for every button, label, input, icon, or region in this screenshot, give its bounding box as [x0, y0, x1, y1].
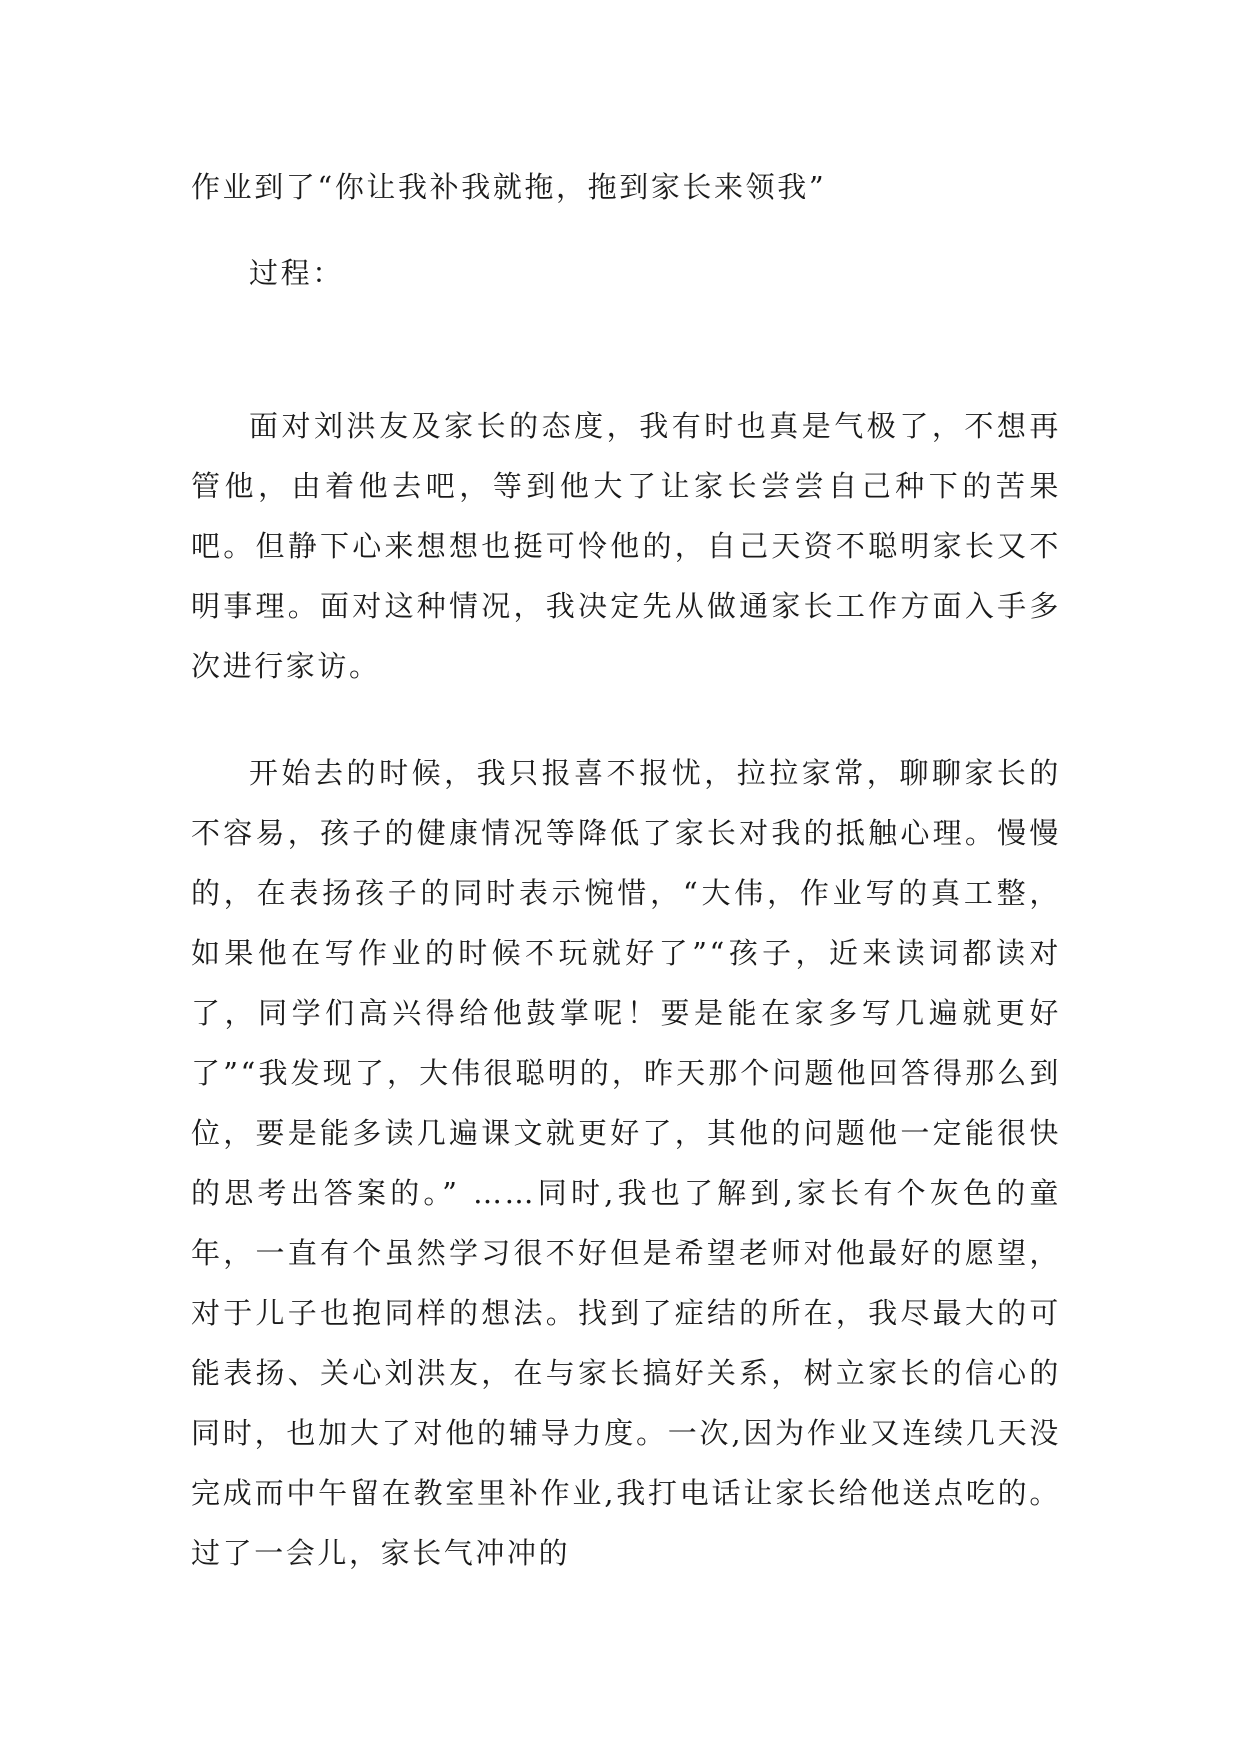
paragraph-continuation: 作业到了“你让我补我就拖，拖到家长来领我” [191, 170, 827, 204]
paragraph-body: 面对刘洪友及家长的态度，我有时也真是气极了，不想再管他，由着他去吧，等到他大了让家长尝尝自己种下的苦果吧。但静下心来想想也挺可怜他的，自己天资不聪明家长又不明事理。面对这种情况，我决定先从做通家长工作方面入手多次进行家访。 [191, 409, 1061, 683]
section-heading-process: 过程： [249, 256, 344, 290]
paragraph-body: 开始去的时候，我只报喜不报忧，拉拉家常，聊聊家长的不容易，孩子的健康情况等降低了家长对我的抵触心理。慢慢的，在表扬孩子的同时表示惋惜，“大伟，作业写的真工整，如果他在写作业的时候不玩就好了”“孩子，近来读词都读对了，同学们高兴得给他鼓掌呢！要是能在家多写几遍就更好了”“我发现了，大伟很聪明的，昨天那个问题他回答得那么到位，要是能多读几遍课文就更好了，其他的问题他一定能很快的思考出答案的。” ……同时,我也了解到,家长有个灰色的童年，一直有个虽然学习很不好但是希望老师对他最好的愿望，对于儿子也抱同样的想法。找到了症结的所在，我尽最大的可能表扬、关心刘洪友，在与家长搞好关系，树立家长的信心的同时，也加大了对他的辅导力度。一次,因为作业又连续几天没完成而中午留在教室里补作业,我打电话让家长给他送点吃的。过了一会儿，家长气冲冲的 [191, 756, 1061, 1570]
